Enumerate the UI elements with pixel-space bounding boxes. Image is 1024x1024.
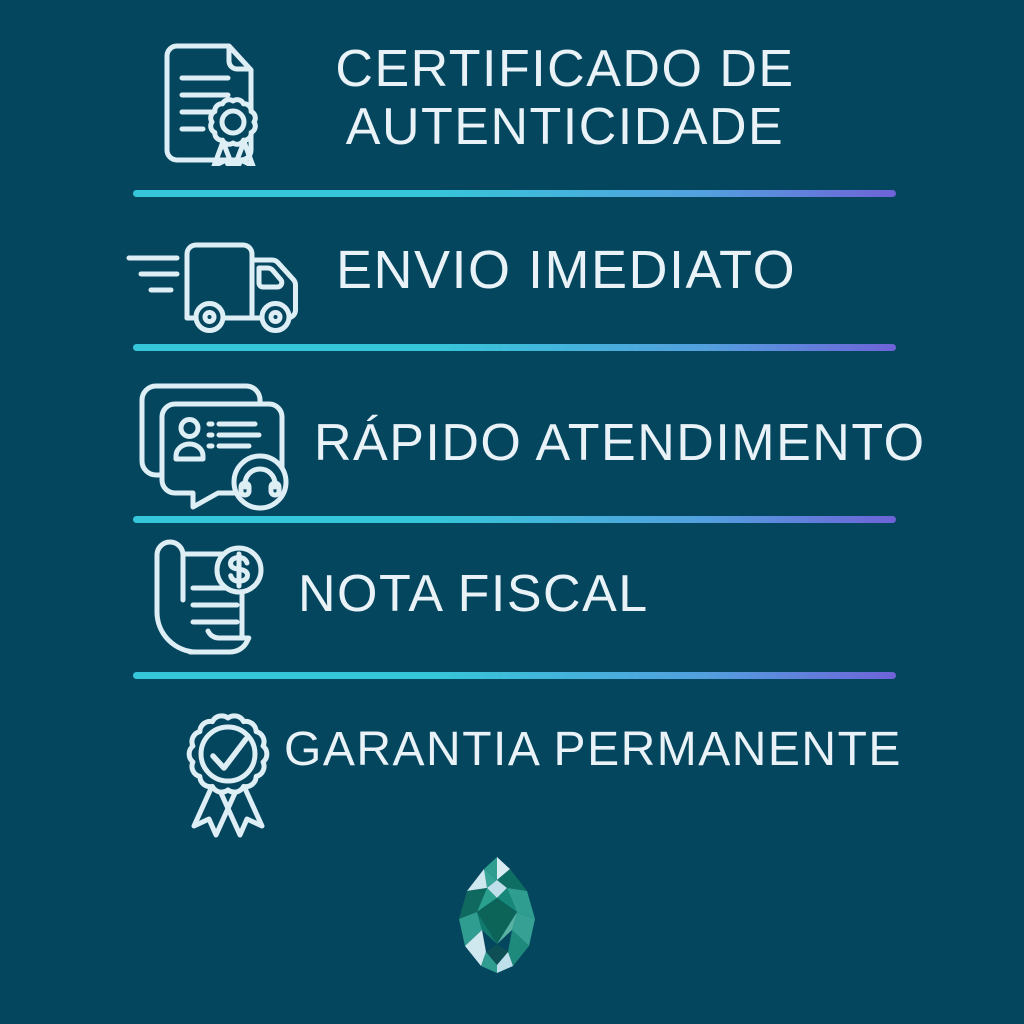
chat-support-icon	[132, 380, 304, 512]
certificate-icon	[155, 40, 267, 166]
feature-title-line1: CERTIFICADO DE	[335, 40, 795, 98]
feature-label-nota-fiscal: NOTA FISCAL	[298, 565, 649, 623]
feature-label-garantia: GARANTIA PERMANENTE	[284, 723, 902, 776]
delivery-truck-icon	[124, 233, 316, 334]
section-divider	[133, 190, 896, 197]
gem-logo	[446, 852, 548, 992]
feature-title-line2: AUTENTICIDADE	[345, 98, 785, 156]
guarantee-badge-icon	[172, 704, 284, 838]
feature-label-envio: ENVIO IMEDIATO	[336, 240, 797, 300]
section-divider	[133, 344, 896, 351]
invoice-scroll-icon	[138, 538, 270, 668]
feature-label-atendimento: RÁPIDO ATENDIMENTO	[314, 414, 926, 472]
section-divider	[133, 672, 896, 679]
feature-title	[290, 40, 840, 156]
section-divider	[133, 516, 896, 523]
